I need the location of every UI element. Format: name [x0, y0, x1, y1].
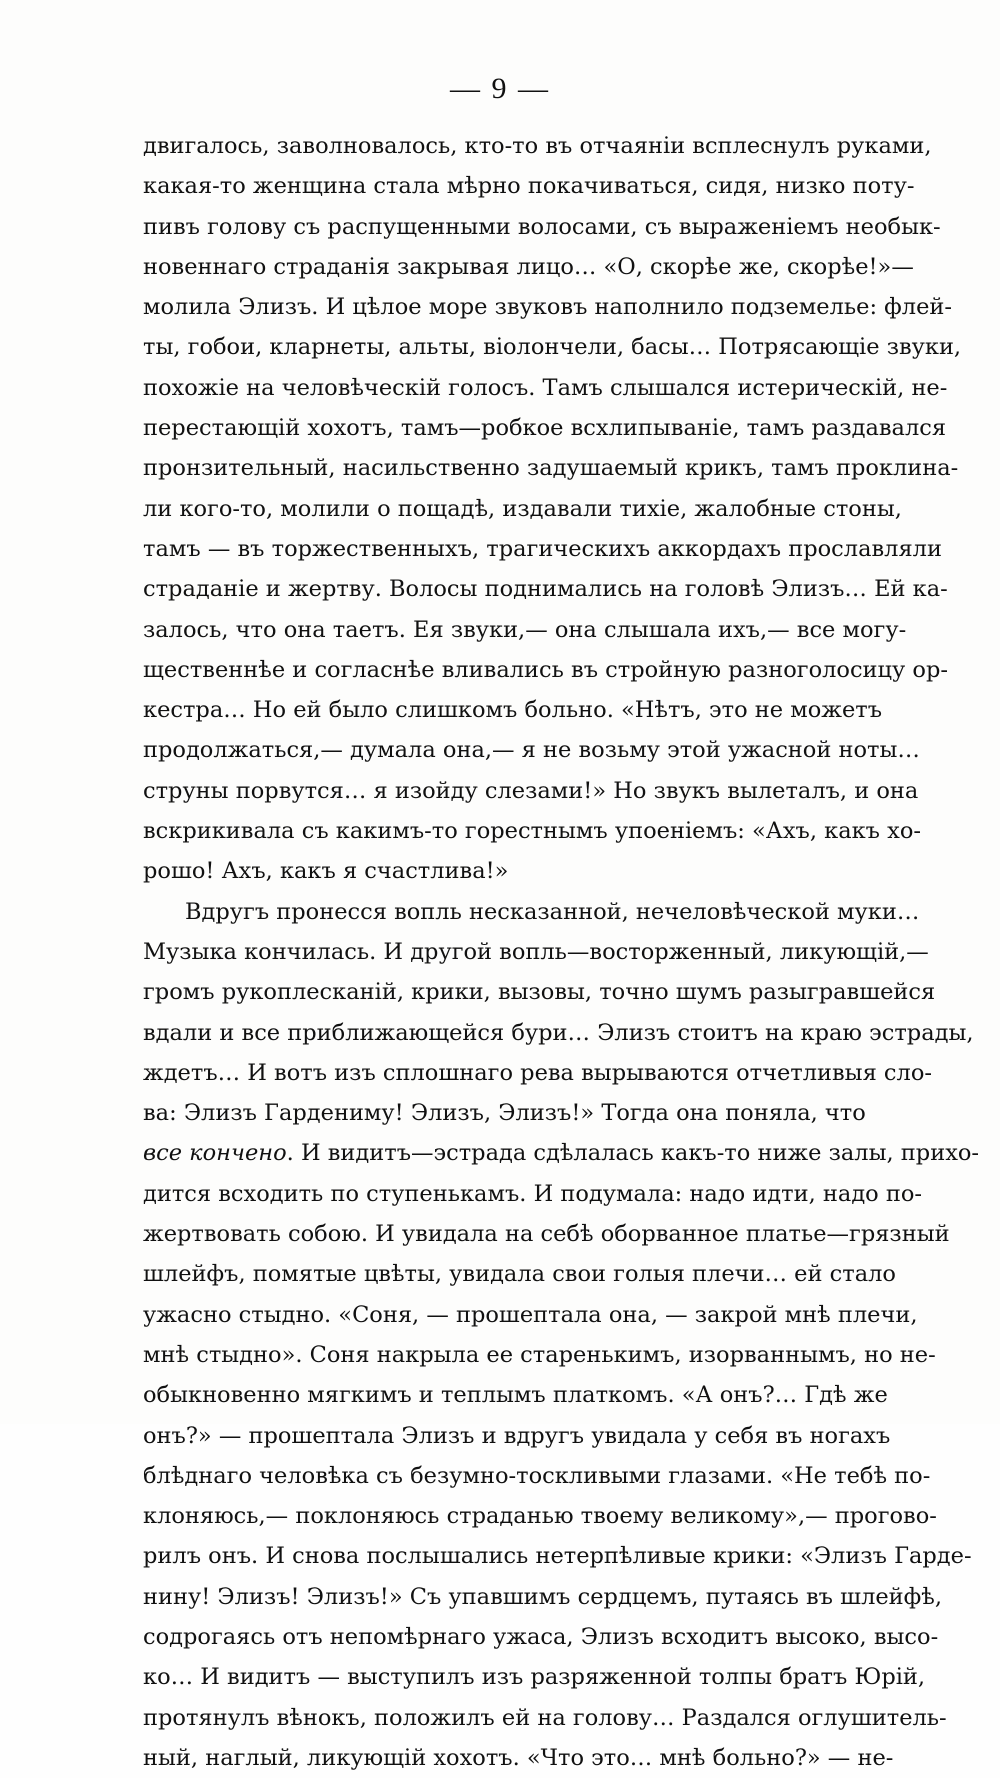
- text-line: молила Элизъ. И цѣлое море звуковъ наполнило подземелье: флей-: [143, 294, 952, 321]
- text-line: онъ?» — прошептала Элизъ и вдругъ увидала у себя въ ногахъ: [143, 1422, 891, 1449]
- text-line: нину! Элизъ! Элизъ!» Съ упавшимъ сердцемъ, путаясь въ шлейфѣ,: [143, 1583, 943, 1610]
- text-line: кестра… Но ей было слишкомъ больно. «Нѣтъ, это не можетъ: [143, 697, 883, 724]
- text-line: ва: Элизъ Гардениму! Элизъ, Элизъ!» Тогда она поняла, что: [143, 1100, 866, 1127]
- text-line: Музыка кончилась. И другой вопль—восторженный, ликующій,—: [143, 938, 929, 965]
- text-line: пронзительный, насильственно задушаемый крикъ, тамъ проклина-: [143, 455, 959, 482]
- body-text: [143, 126, 980, 1778]
- text-line: щественнѣе и согласнѣе вливались въ стройную разноголосицу ор-: [143, 656, 948, 683]
- text-line: протянулъ вѣнокъ, положилъ ей на голову… Раздался оглушитель-: [143, 1704, 947, 1731]
- text-line: ли кого-то, молили о пощадѣ, издавали тихіе, жалобные стоны,: [143, 495, 902, 522]
- text-line: содрогаясь отъ непомѣрнаго ужаса, Элизъ всходитъ высоко, высо-: [143, 1623, 939, 1650]
- text-line: тамъ — въ торжественныхъ, трагическихъ аккордахъ прославляли: [143, 535, 942, 562]
- text-line: какая-то женщина стала мѣрно покачиваться, сидя, низко поту-: [143, 173, 915, 200]
- text-line: рошо! Ахъ, какъ я счастлива!»: [143, 858, 509, 885]
- text-line: страданіе и жертву. Волосы поднимались на головѣ Элизъ… Ей ка-: [143, 576, 948, 603]
- text-line: двигалось, заволновалось, кто-то въ отчаяніи всплеснулъ руками,: [143, 133, 932, 159]
- text-line: рилъ онъ. И снова послышались нетерпѣливые крики: «Элизъ Гарде-: [143, 1543, 972, 1570]
- text-line: ужасно стыдно. «Соня, — прошептала она, — закрой мнѣ плечи,: [143, 1301, 918, 1328]
- text-line: вскрикивала съ какимъ-то горестнымъ упоеніемъ: «Ахъ, какъ хо-: [143, 818, 921, 845]
- text-line: пивъ голову съ распущенными волосами, съ выраженіемъ необык-: [143, 213, 941, 240]
- text-line: ждетъ… И вотъ изъ сплошнаго рева вырываются отчетливыя сло-: [143, 1059, 932, 1086]
- text-line: дится всходить по ступенькамъ. И подумала: надо идти, надо по-: [143, 1180, 923, 1207]
- text-line: шлейфъ, помятые цвѣты, увидала свои голыя плечи… ей стало: [143, 1261, 896, 1288]
- italic-phrase: все кончено: [143, 1140, 287, 1167]
- text-line: обыкновенно мягкимъ и теплымъ платкомъ. «А онъ?… Гдѣ же: [143, 1382, 888, 1409]
- text-line: жертвовать собою. И увидала на себѣ оборванное платье—грязный: [143, 1221, 950, 1248]
- text-fragment: . И видитъ—эстрада сдѣлалась какъ-то ниже залы, прихо-: [286, 1140, 980, 1167]
- text-line: громъ рукоплесканій, крики, вызовы, точно шумъ разыгравшейся: [143, 979, 936, 1006]
- text-line-mixed: [143, 1133, 980, 1173]
- text-line: перестающій хохотъ, тамъ—робкое всхлипываніе, тамъ раздавался: [143, 415, 947, 442]
- text-line: мнѣ стыдно». Соня накрыла ее старенькимъ, изорваннымъ, но не-: [143, 1341, 936, 1368]
- text-line: клоняюсь,— поклоняюсь страданью твоему великому»,— прогово-: [143, 1503, 937, 1530]
- text-line: похожіе на человѣческій голосъ. Тамъ слышался истерическій, не-: [143, 374, 948, 401]
- text-line: новеннаго страданія закрывая лицо… «О, скорѣе же, скорѣе!»—: [143, 253, 914, 280]
- text-line: ты, гобои, кларнеты, альты, віолончели, басы… Потрясающіе звуки,: [143, 334, 962, 361]
- text-line: ный, наглый, ликующій хохотъ. «Что это… мнѣ больно?» — не-: [143, 1744, 894, 1771]
- text-line: струны порвутся… я изойду слезами!» Но звукъ вылеталъ, и она: [143, 777, 919, 804]
- text-line: ко… И видитъ — выступилъ изъ разряженной толпы братъ Юрій,: [143, 1664, 926, 1691]
- text-line: залось, что она таетъ. Ея звуки,— она слышала ихъ,— все могу-: [143, 616, 907, 643]
- text-line: вдали и все приближающейся бури… Элизъ стоитъ на краю эстрады,: [143, 1019, 974, 1046]
- text-line: блѣднаго человѣка съ безумно-тоскливыми глазами. «Не тебѣ по-: [143, 1462, 931, 1489]
- paragraph-start-line: Вдругъ пронесся вопль несказанной, нечеловѣческой муки…: [185, 898, 920, 925]
- page-number: — 9 —: [450, 72, 550, 105]
- text-line: продолжаться,— думала она,— я не возьму этой ужасной ноты…: [143, 737, 920, 764]
